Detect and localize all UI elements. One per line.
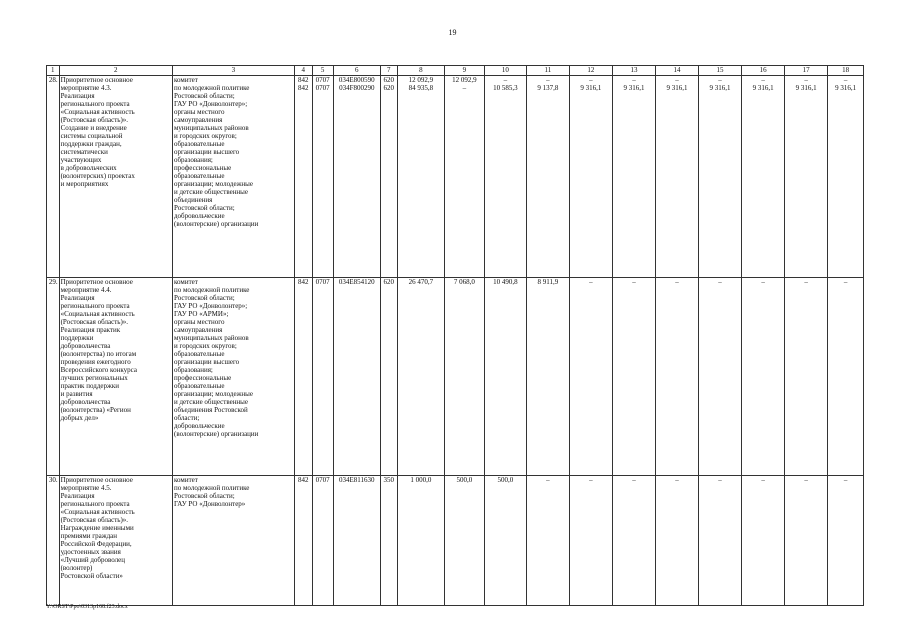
table-row	[47, 76, 864, 278]
year-value: 500,0	[484, 476, 526, 606]
year-value: – 9 316,1	[742, 76, 785, 278]
grbs-code: 842	[294, 278, 312, 476]
year-value: – 9 316,1	[612, 76, 655, 278]
year-value: – 9 137,8	[526, 76, 569, 278]
expense-type-code: 620	[380, 278, 397, 476]
column-header: 16	[742, 66, 785, 76]
year-value: –	[699, 278, 742, 476]
section-code: 0707 0707	[312, 76, 333, 278]
row-number: 30.	[47, 476, 60, 606]
activity-name: Приоритетное основное мероприятие 4.4. Реализация регионального проекта «Социальная активность (Ростовская область)». Реализация практик поддержки добровольчества (волонтерства) по итогам проведения ежегодного Всероссийского конкурса лучших региональных практик поддержки и развития добровольчества (волонтерства) «Регион добрых дел»	[59, 278, 172, 476]
column-header: 2	[59, 66, 172, 76]
year-value: 12 092,9 –	[444, 76, 484, 278]
target-article-code: 034E854120	[333, 278, 380, 476]
column-header: 13	[612, 66, 655, 76]
target-article-code: 034E800590 034F800290	[333, 76, 380, 278]
column-header: 5	[312, 66, 333, 76]
table-row	[47, 476, 864, 606]
executor: комитет по молодежной политике Ростовской области; ГАУ РО «Донволонтер»	[173, 476, 295, 606]
column-header: 1	[47, 66, 60, 76]
column-header: 4	[294, 66, 312, 76]
activity-name: Приоритетное основное мероприятие 4.3. Реализация регионального проекта «Социальная активность (Ростовская область)». Создание и внедрение системы социальной поддержки граждан, систематически участвующих в добровольческих (волонтерских) проектах и мероприятиях	[59, 76, 172, 278]
year-value: –	[612, 476, 655, 606]
table-row	[47, 278, 864, 476]
column-header: 7	[380, 66, 397, 76]
total-value: 26 470,7	[397, 278, 444, 476]
year-value: –	[569, 476, 612, 606]
column-header: 9	[444, 66, 484, 76]
year-value: –	[742, 278, 785, 476]
year-value: 500,0	[444, 476, 484, 606]
year-value: 8 911,9	[526, 278, 569, 476]
column-header: 14	[655, 66, 698, 76]
year-value: –	[655, 278, 698, 476]
column-header: 3	[173, 66, 295, 76]
year-value: –	[742, 476, 785, 606]
year-value: –	[526, 476, 569, 606]
year-value: – 9 316,1	[785, 76, 828, 278]
year-value: – 9 316,1	[569, 76, 612, 278]
year-value: –	[828, 278, 864, 476]
column-header: 10	[484, 66, 526, 76]
row-number: 28.	[47, 76, 60, 278]
file-path-footer: Y:\ORST\Ppo\0313p168.f23.docx	[46, 604, 128, 610]
expense-type-code: 620 620	[380, 76, 397, 278]
column-header: 8	[397, 66, 444, 76]
activity-name: Приоритетное основное мероприятие 4.5. Реализация регионального проекта «Социальная активность (Ростовская область)». Награждение именными премиями граждан Российской Федерации, удостоенных звания «Лучший доброволец (волонтер) Ростовской области»	[59, 476, 172, 606]
target-article-code: 034E811630	[333, 476, 380, 606]
column-header: 17	[785, 66, 828, 76]
total-value: 1 000,0	[397, 476, 444, 606]
year-value: 10 490,8	[484, 278, 526, 476]
expense-type-code: 350	[380, 476, 397, 606]
year-value: –	[655, 476, 698, 606]
row-number: 29.	[47, 278, 60, 476]
column-header: 15	[699, 66, 742, 76]
column-header: 11	[526, 66, 569, 76]
column-number-row	[47, 66, 864, 76]
year-value: –	[785, 278, 828, 476]
program-table	[46, 65, 864, 606]
year-value: –	[569, 278, 612, 476]
year-value: –	[699, 476, 742, 606]
column-header: 6	[333, 66, 380, 76]
year-value: – 10 585,3	[484, 76, 526, 278]
year-value: – 9 316,1	[655, 76, 698, 278]
year-value: – 9 316,1	[699, 76, 742, 278]
year-value: –	[785, 476, 828, 606]
column-header: 18	[828, 66, 864, 76]
year-value: 7 068,0	[444, 278, 484, 476]
year-value: –	[612, 278, 655, 476]
section-code: 0707	[312, 476, 333, 606]
section-code: 0707	[312, 278, 333, 476]
grbs-code: 842	[294, 476, 312, 606]
year-value: – 9 316,1	[828, 76, 864, 278]
executor: комитет по молодежной политике Ростовской области; ГАУ РО «Донволонтер»; ГАУ РО «АРМИ»; органы местного самоуправления муниципальных районов и городских округов; образовательные организации высшего образования; профессиональные образовательные организации; молодежные и детские общественные объединения Ростовской области; добровольческие (волонтерские) организации	[173, 278, 295, 476]
year-value: –	[828, 476, 864, 606]
column-header: 12	[569, 66, 612, 76]
grbs-code: 842 842	[294, 76, 312, 278]
page-number: 19	[448, 28, 457, 37]
executor: комитет по молодежной политике Ростовской области; ГАУ РО «Донволонтер»; органы местного самоуправления муниципальных районов и городских округов; образовательные организации высшего образования; профессиональные образовательные организации; молодежные и детские общественные объединения Ростовской области; добровольческие (волонтерские) организации	[173, 76, 295, 278]
total-value: 12 092,9 84 935,8	[397, 76, 444, 278]
